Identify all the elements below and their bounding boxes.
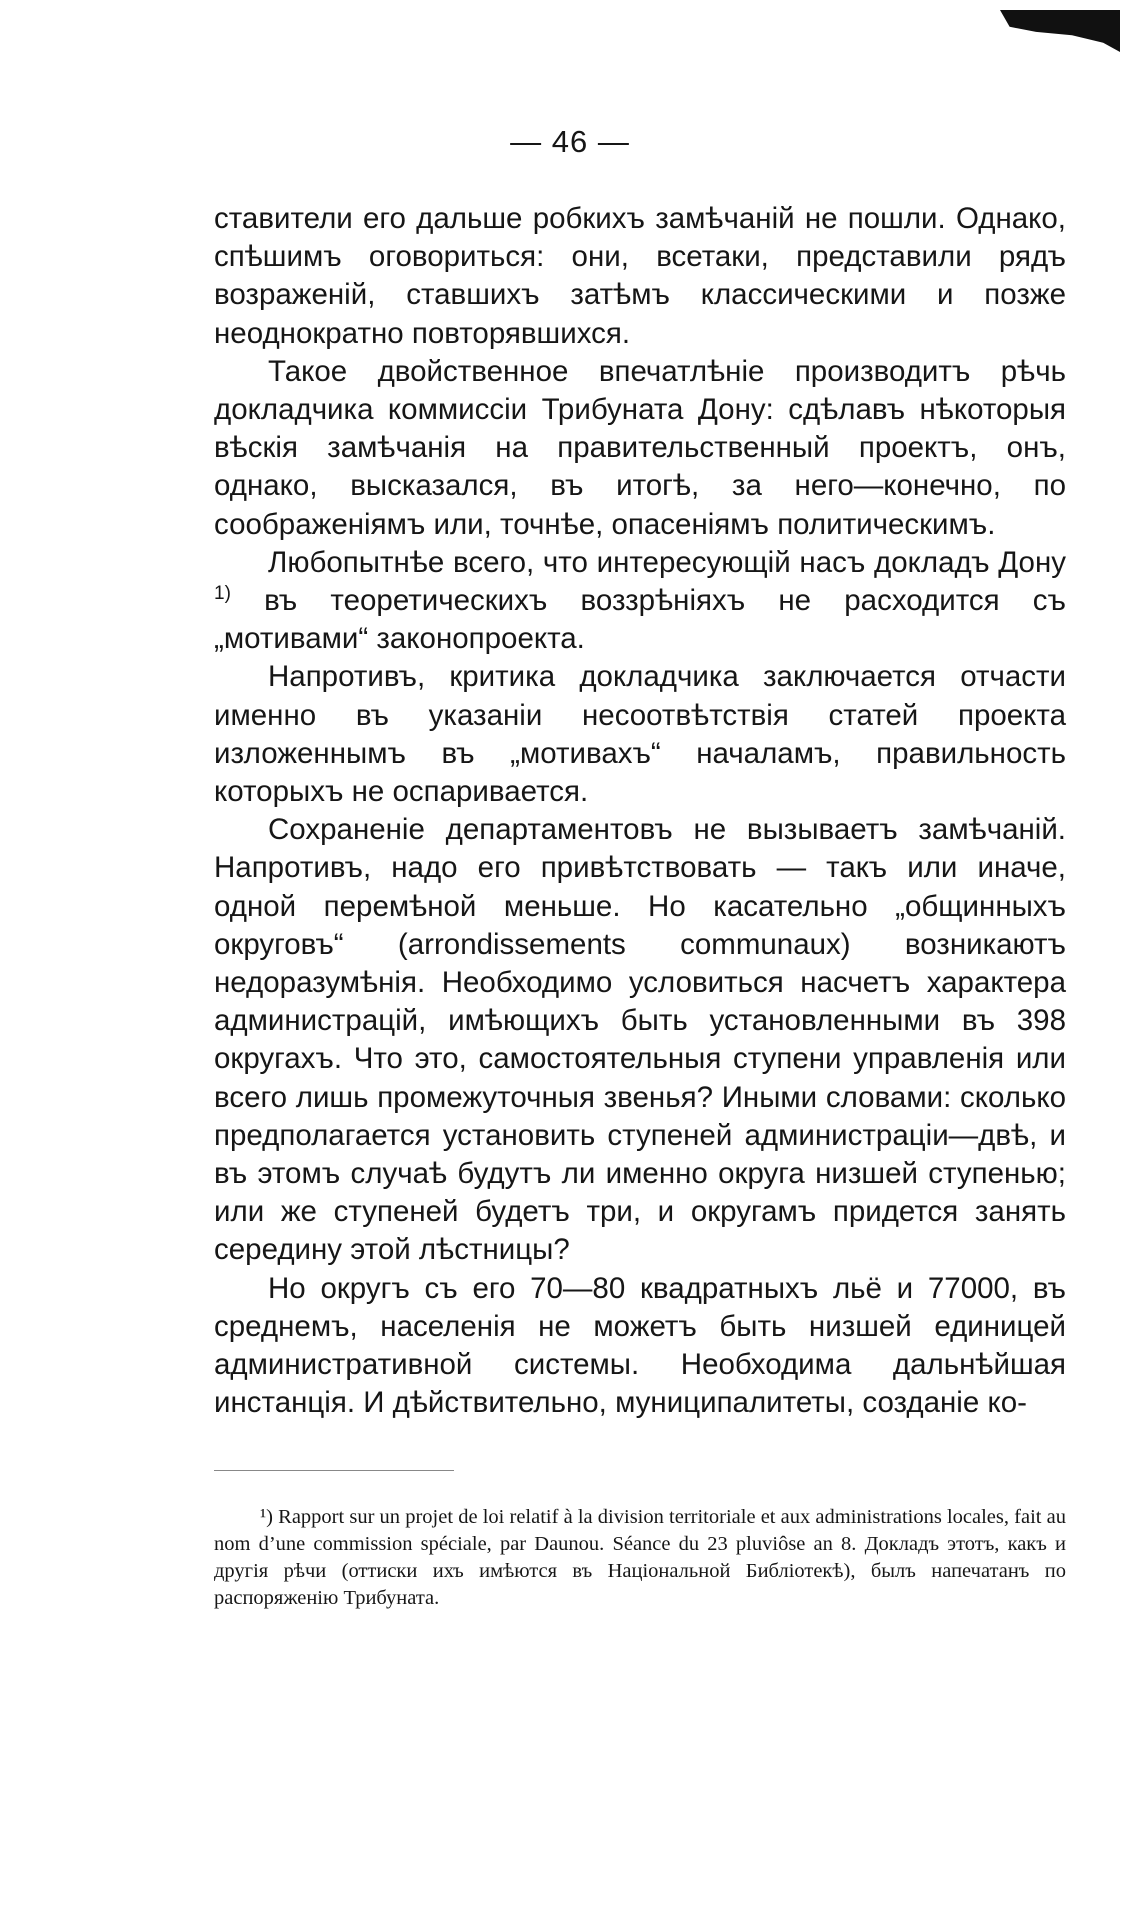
page-number: — 46 —: [510, 124, 630, 159]
footnote-reference[interactable]: 1): [214, 583, 231, 605]
footnote-text: [214, 1504, 1066, 1612]
scan-corner-mark: [1000, 10, 1120, 52]
footnote: [214, 1504, 1066, 1612]
footnote-divider: [214, 1470, 454, 1471]
paragraph-1: ставители его дальше робкихъ замѣчаній не пошли. Однако, спѣшимъ оговориться: они, всетаки, представили рядъ возраженій, ставшихъ затѣмъ классическими и позже неоднократно повторявшихся.: [214, 202, 1066, 350]
paragraph-3-start: Любопытнѣе всего, что интересующій насъ докладъ Дону: [268, 545, 1066, 579]
paragraph-6: Но округъ съ его 70—80 квадратныхъ льё и 77000, въ среднемъ, населенія не можетъ быть низшей единицей административной системы. Необходима дальнѣйшая инстанція. И дѣйствительно, муниципалитеты, созданіе ко-: [214, 1271, 1066, 1420]
footnote-marker: ¹): [260, 1506, 273, 1528]
footnote-body: Rapport sur un projet de loi relatif à la division territoriale et aux administrations locales, fait au nom d’une commission spéciale, par Daunou. Séance du 23 pluviôse an 8. Докладъ этотъ, какъ и другія рѣчи (оттиски ихъ имѣются въ Національной Библіотекѣ), былъ напечатанъ по распоряженію Трибуната.: [214, 1506, 1066, 1609]
paragraph-3: [214, 544, 1066, 659]
paragraph-4: Напротивъ, критика докладчика заключается отчасти именно въ указаніи несоотвѣтствія статей проекта изложеннымъ въ „мотивахъ“ началамъ, правильность которыхъ не оспаривается.: [214, 660, 1066, 809]
paragraph-3-end: въ теоретическихъ воззрѣніяхъ не расходится съ „мотивами“ законопроекта.: [214, 584, 1066, 656]
main-text: [214, 200, 1066, 1423]
paragraph-2: Такое двойственное впечатлѣніе производитъ рѣчь докладчика коммиссіи Трибуната Дону: сдѣлавъ нѣкоторыя вѣскія замѣчанія на правительственный проектъ, онъ, однако, высказался, въ итогѣ, за него—конечно, по соображеніямъ или, точнѣе, опасеніямъ политическимъ.: [214, 354, 1066, 541]
paragraph-5: Сохраненіе департаментовъ не вызываетъ замѣчаній. Напротивъ, надо его привѣтствовать — такъ или иначе, одной перемѣной меньше. Но касательно „общинныхъ округовъ“ (arrondissements communaux) возникаютъ недоразумѣнія. Необходимо условиться насчетъ характера администрацій, имѣющихъ быть установленными въ 398 округахъ. Что это, самостоятельныя ступени управленія или всего лишь промежуточныя звенья? Иными словами: сколько предполагается установить ступеней администраціи—двѣ, и въ этомъ случаѣ будутъ ли именно округа низшей ступенью; или же ступеней будетъ три, и округамъ придется занять середину этой лѣстницы?: [214, 813, 1066, 1267]
